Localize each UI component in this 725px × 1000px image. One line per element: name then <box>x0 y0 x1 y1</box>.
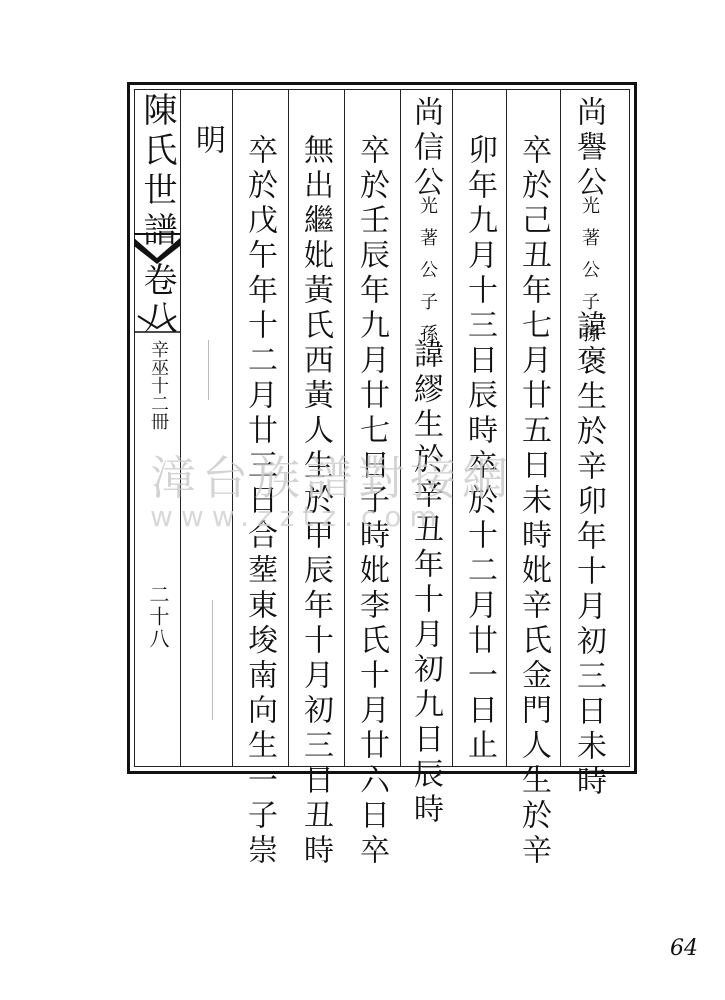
column-rule <box>400 89 401 767</box>
column-rule <box>232 89 233 767</box>
watermark-text: 漳台族譜對接網 <box>150 451 514 505</box>
biography-text: 諱繆生於辛丑年十月初九日辰時 <box>408 338 443 828</box>
fish-tail-ornament-icon <box>134 232 180 264</box>
page-number: 64 <box>670 936 698 961</box>
column-rule <box>452 89 453 767</box>
column-rule <box>506 89 507 767</box>
column-rule <box>560 89 561 767</box>
biography-text: 卒於戊午年十二月廿三日合塟東埈南向生一子崇 <box>242 134 277 869</box>
ancestor-name: 尚信公 <box>408 96 443 201</box>
biography-text: 卯年九月十三日辰時卒於十二月廿一日止 <box>462 134 497 764</box>
fascicle-label: 辛巫十二冊 <box>148 340 169 430</box>
biography-text: 諱褒生於辛卯年十月初三日未時 <box>571 310 606 800</box>
book-title: 陳氏世譜 <box>137 92 177 252</box>
ancestor-note: 光著公子孫 <box>579 196 600 356</box>
spine-bracket-ornament-icon <box>134 314 180 334</box>
leaf-number: 二十八 <box>146 584 170 650</box>
column-rule <box>288 89 289 767</box>
bleed-through-mark <box>208 340 209 400</box>
biography-text: 明 <box>190 124 225 159</box>
column-rule <box>344 89 345 767</box>
ancestor-name: 尚譽公 <box>571 96 606 201</box>
ancestor-note: 光著公子孫 <box>417 196 438 356</box>
spine-rule <box>180 89 181 767</box>
biography-text: 無出繼妣黃氏西黃人生於甲辰年十月初三日丑時 <box>298 134 333 869</box>
volume-label: 卷八 <box>137 262 177 338</box>
biography-text: 卒於己丑年七月廿五日未時妣辛氏金門人生於辛 <box>516 134 551 869</box>
bleed-through-mark <box>212 600 213 720</box>
biography-text: 卒於壬辰年九月廿七日子時妣李氏十月廿六日卒 <box>354 134 389 869</box>
watermark-url: www.zztz.com <box>150 500 445 533</box>
